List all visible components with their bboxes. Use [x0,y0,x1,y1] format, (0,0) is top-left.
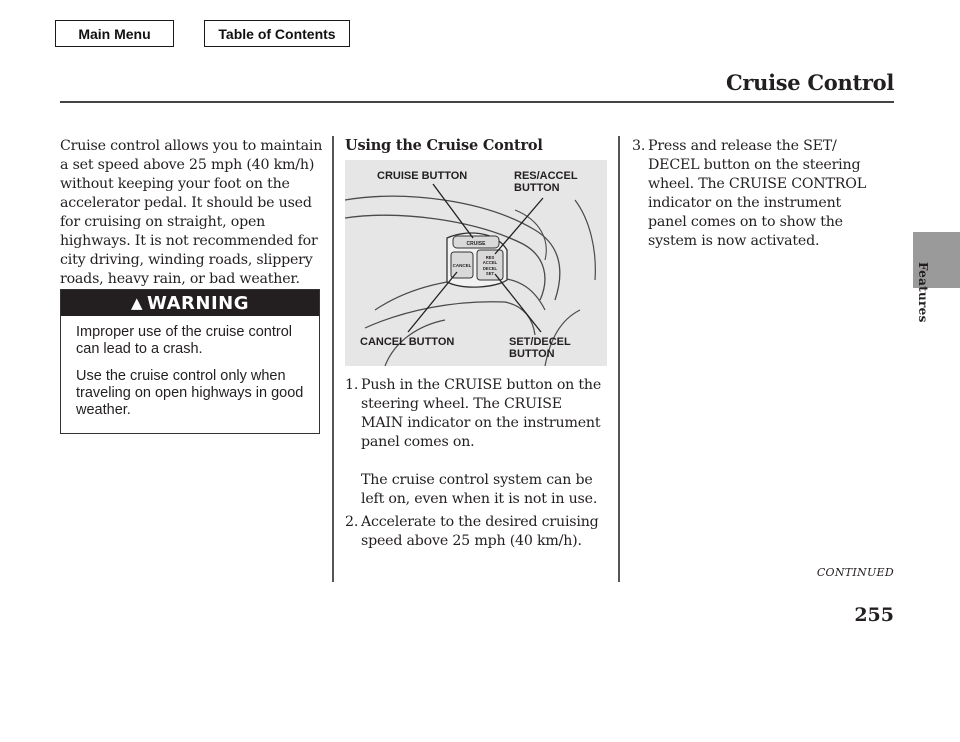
switch-label-set: SET [485,271,495,276]
intro-paragraph: Cruise control allows you to maintain a set speed above 25 mph (40 km/h) without keeping your foot on the accelerator pedal. It should be used for cruising on straight, open highways. It is not recommended for city driving, winding roads, slippery roads, heavy rain, or bad weather. [60,138,323,287]
step-1-number: 1. [345,377,359,393]
warning-text-2: Use the cruise control only when traveling on open highways in good weather. [76,368,304,418]
switch-label-res: RES [485,255,495,260]
step-2-text: Accelerate to the desired cruising speed above 25 mph (40 km/h). [361,514,599,549]
warning-text-1: Improper use of the cruise control can lead to a crash. [76,324,292,357]
step-2 [345,513,607,551]
set-decel-button-callout: SET/DECEL BUTTON [509,336,571,360]
step-1 [345,376,607,509]
step-3 [632,137,882,251]
main-menu-button[interactable]: Main Menu [55,20,174,47]
switch-label-accel: ACCEL [482,260,498,265]
warning-triangle-icon: ▲ [131,294,144,312]
step-1-text: Push in the CRUISE button on the steering wheel. The CRUISE MAIN indicator on the instrument panel comes on. [361,377,602,450]
page-title: Cruise Control [725,70,894,95]
step-1-note: The cruise control system can be left on, even when it is not in use. [361,472,598,507]
warning-body [61,316,319,419]
warning-header [61,290,319,316]
switch-label-cancel: CANCEL [452,263,472,268]
table-of-contents-button[interactable]: Table of Contents [204,20,350,47]
warning-title: WARNING [147,292,249,314]
res-accel-button-callout: RES/ACCEL BUTTON [514,170,578,194]
cruise-button-callout: CRUISE BUTTON [377,170,468,182]
switch-label-decel: DECEL [482,266,498,271]
section-heading: Using the Cruise Control [345,137,543,154]
page-number: 255 [854,604,894,626]
section-tab-label: Features [916,262,930,323]
warning-box [60,289,320,434]
column-divider-right [618,136,620,582]
step-3-number: 3. [632,138,646,154]
step-3-text: Press and release the SET/ DECEL button on the steering wheel. The CRUISE CONTROL indicator on the instrument panel comes on to show the system is now activated. [648,138,866,249]
switch-label-cruise: CRUISE [466,241,486,247]
continued-label: CONTINUED [816,566,894,579]
column-divider-left [332,136,334,582]
steering-wheel-illustration [345,160,607,366]
header-divider [60,101,894,103]
cancel-button-callout: CANCEL BUTTON [360,336,455,348]
step-2-number: 2. [345,514,359,530]
